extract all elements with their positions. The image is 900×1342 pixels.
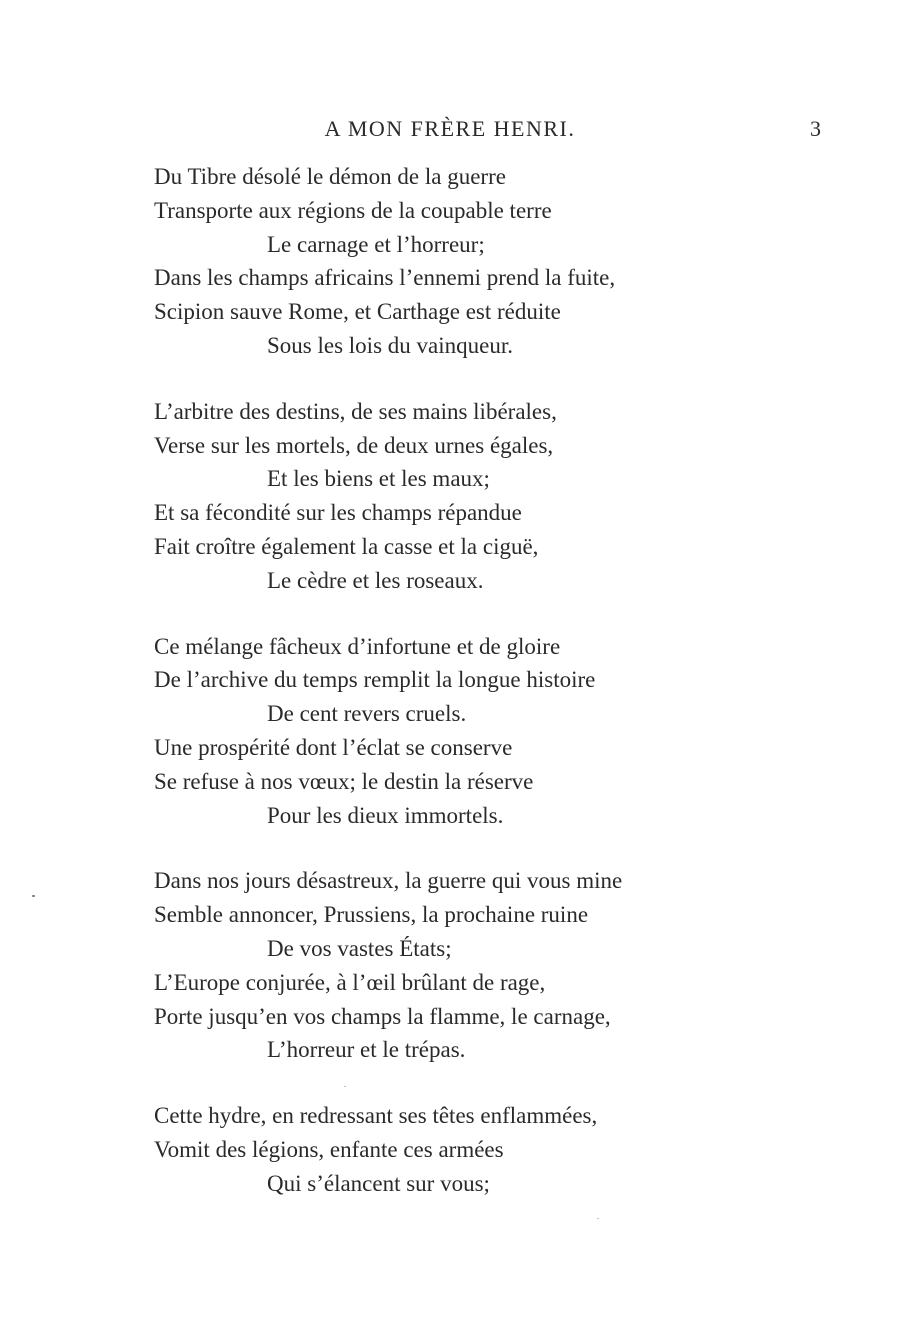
stanza-1	[154, 160, 774, 363]
paper-speck	[597, 1218, 599, 1219]
verse-line: Vomit des légions, enfante ces armées	[154, 1136, 504, 1162]
verse-line: De l’archive du temps remplit la longue histoire	[154, 667, 596, 693]
stanza-5	[154, 1099, 774, 1200]
verse-line-short: Le cèdre et les roseaux.	[267, 567, 484, 593]
verse-line: Porte jusqu’en vos champs la flamme, le carnage,	[154, 1003, 611, 1029]
verse-line: Dans les champs africains l’ennemi prend la fuite,	[154, 265, 616, 291]
verse-line-short: L’horreur et le trépas.	[267, 1037, 466, 1063]
verse-line-short: Le carnage et l’horreur;	[267, 231, 485, 257]
verse-line: Du Tibre désolé le démon de la guerre	[154, 164, 506, 189]
verse-line: Cette hydre, en redressant ses têtes enflammées,	[154, 1103, 598, 1129]
verse-line: L’Europe conjurée, à l’œil brûlant de rage,	[154, 969, 546, 995]
page-number: 3	[810, 116, 821, 141]
running-head	[0, 116, 900, 146]
verse-line: L’arbitre des destins, de ses mains libérales,	[154, 398, 557, 424]
verse-line: Dans nos jours désastreux, la guerre qui vous mine	[154, 868, 623, 894]
verse-line: Fait croître également la casse et la ciguë,	[154, 533, 539, 559]
verse-line-short: Pour les dieux immortels.	[267, 802, 504, 828]
verse-line-short: Qui s’élancent sur vous;	[267, 1170, 490, 1196]
verse-line: Se refuse à nos vœux; le destin la réserve	[154, 768, 534, 794]
verse-line-short: De vos vastes États;	[267, 935, 452, 961]
verse-line: Verse sur les mortels, de deux urnes égales,	[154, 432, 554, 458]
verse-line: Et sa fécondité sur les champs répandue	[154, 500, 522, 526]
paper-speck	[32, 895, 35, 897]
running-title: A MON FRÈRE HENRI.	[324, 116, 576, 141]
verse-line: Semble annoncer, Prussiens, la prochaine ruine	[154, 902, 589, 928]
stanza-3	[154, 630, 774, 833]
paper-speck	[344, 1086, 346, 1087]
verse-line: Scipion sauve Rome, et Carthage est réduite	[154, 299, 561, 325]
verse-line-short: Sous les lois du vainqueur.	[267, 332, 513, 358]
stanza-4	[154, 864, 774, 1067]
poem	[154, 160, 774, 1233]
verse-line: Ce mélange fâcheux d’infortune et de gloire	[154, 633, 561, 659]
verse-line-short: Et les biens et les maux;	[267, 466, 490, 492]
verse-line: Une prospérité dont l’éclat se conserve	[154, 734, 513, 760]
verse-line: Transporte aux régions de la coupable terre	[154, 197, 552, 223]
verse-line-short: De cent revers cruels.	[267, 701, 467, 727]
stanza-2	[154, 395, 774, 598]
